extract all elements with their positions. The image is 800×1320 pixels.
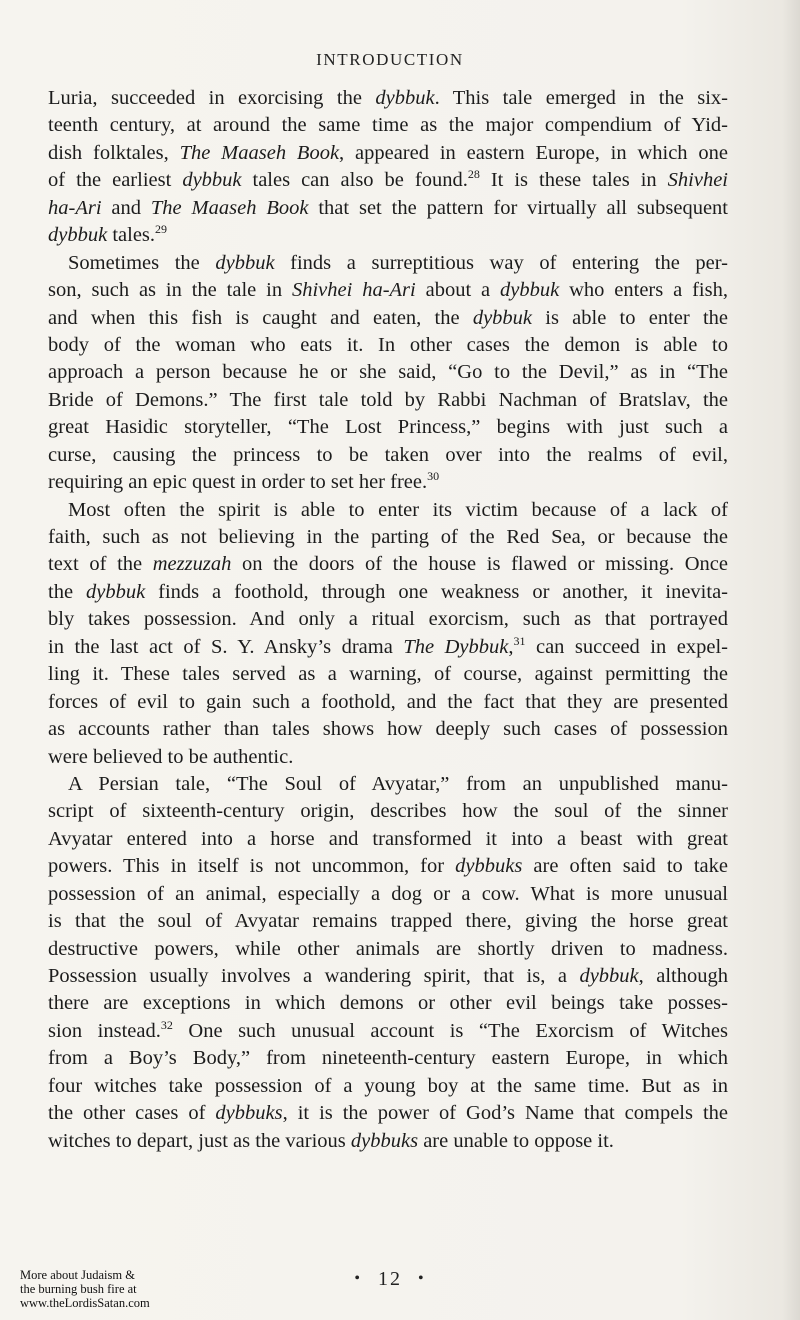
page-number: 12 <box>378 1268 402 1290</box>
text-line: text of the mezzuzah on the doors of the house is flawed or missing. Once <box>48 553 728 576</box>
text-line: dybbuk tales.$^{29}$ <box>48 222 168 247</box>
text-line: great Hasidic storyteller, “The Lost Princess,” begins with just such a <box>48 416 728 439</box>
text-line: A Persian tale, “The Soul of Avyatar,” from an unpublished manu- <box>68 772 728 795</box>
text-line: powers. This in itself is not uncommon, for dybbuks are often said to take <box>48 855 728 878</box>
text-line: forces of evil to gain such a foothold, and the fact that they are presented <box>48 690 728 713</box>
text-line: as accounts rather than tales shows how deeply such cases of possession <box>48 718 728 741</box>
text-line: Avyatar entered into a horse and transformed it into a beast with great <box>48 827 728 850</box>
text-line: son, such as in the tale in Shivhei ha-Ari about a dybbuk who enters a fish, <box>48 279 728 302</box>
page-number-dot-left: • <box>354 1270 362 1287</box>
text-line: dish folktales, The Maaseh Book, appeared in eastern Europe, in which one <box>48 141 728 164</box>
text-line: script of sixteenth-century origin, describes how the soul of the sinner <box>48 800 728 823</box>
text-line: were believed to be authentic. <box>48 745 294 768</box>
paragraph <box>48 497 728 771</box>
text-line: and when this fish is caught and eaten, the dybbuk is able to enter the <box>48 306 728 329</box>
paragraph <box>48 771 728 1155</box>
text-line: witches to depart, just as the various dybbuks are unable to oppose it. <box>48 1129 614 1152</box>
watermark-note <box>20 1268 190 1310</box>
text-line: ling it. These tales served as a warning, of course, against permitting the <box>48 663 728 686</box>
text-line: destructive powers, while other animals are shortly driven to madness. <box>48 937 728 960</box>
text-line: ha-Ari and The Maaseh Book that set the pattern for virtually all subsequent <box>48 196 728 219</box>
text-line: Possession usually involves a wandering spirit, that is, a dybbuk, although <box>48 965 728 987</box>
text-line: Bride of Demons.” The first tale told by Rabbi Nachman of Bratslav, the <box>48 388 728 411</box>
page-number-dot-right: • <box>418 1270 426 1287</box>
text-line: is that the soul of Avyatar remains trapped there, giving the horse great <box>48 910 728 933</box>
text-line: sion instead.$^{32}$ One such unusual account is “The Exorcism of Witches <box>48 1018 728 1042</box>
text-line: from a Boy’s Body,” from nineteenth-century eastern Europe, in which <box>48 1047 728 1070</box>
text-line: of the earliest dybbuk tales can also be found.$^{28}$ It is these tales in Shivhei <box>48 167 728 192</box>
text-line: there are exceptions in which demons or other evil beings take posses- <box>48 992 728 1015</box>
text-line: teenth century, at around the same time as the major compendium of Yid- <box>48 114 728 137</box>
text-line: the other cases of dybbuks, it is the power of God’s Name that compels the <box>48 1102 728 1125</box>
text-line: curse, causing the princess to be taken over into the realms of evil, <box>48 443 728 466</box>
text-line: approach a person because he or she said, “Go to the Devil,” as in “The <box>48 361 728 384</box>
text-line: Sometimes the dybbuk finds a surreptitious way of entering the per- <box>68 251 728 274</box>
text-line: bly takes possession. And only a ritual exorcism, such as that portrayed <box>48 608 728 631</box>
text-line: four witches take possession of a young boy at the same time. But as in <box>48 1074 728 1097</box>
text-line: Most often the spirit is able to enter its victim because of a lack of <box>68 498 728 521</box>
text-line: body of the woman who eats it. In other cases the demon is able to <box>48 333 728 356</box>
text-line: Luria, succeeded in exorcising the dybbuk. This tale emerged in the six- <box>48 87 728 109</box>
page-edge-shadow <box>782 0 800 1320</box>
running-head: INTRODUCTION <box>316 50 464 69</box>
text-line: in the last act of S. Y. Ansky’s drama The Dybbuk,$^{31}$ can succeed in expel- <box>48 633 728 658</box>
paragraph <box>48 85 728 250</box>
text-line: faith, such as not believing in the parting of the Red Sea, or because the <box>48 526 728 548</box>
text-line: requiring an epic quest in order to set her free.$^{30}$ <box>48 469 440 494</box>
text-line: possession of an animal, especially a dog or a cow. What is more unusual <box>48 882 728 905</box>
body-text <box>48 85 728 1155</box>
watermark-line: www.theLordisSatan.com <box>20 1296 150 1310</box>
watermark-line: the burning bush fire at <box>20 1282 137 1296</box>
watermark-line: More about Judaism & <box>20 1268 135 1282</box>
text-line: the dybbuk finds a foothold, through one weakness or another, it inevita- <box>48 580 728 603</box>
paragraph <box>48 250 728 497</box>
